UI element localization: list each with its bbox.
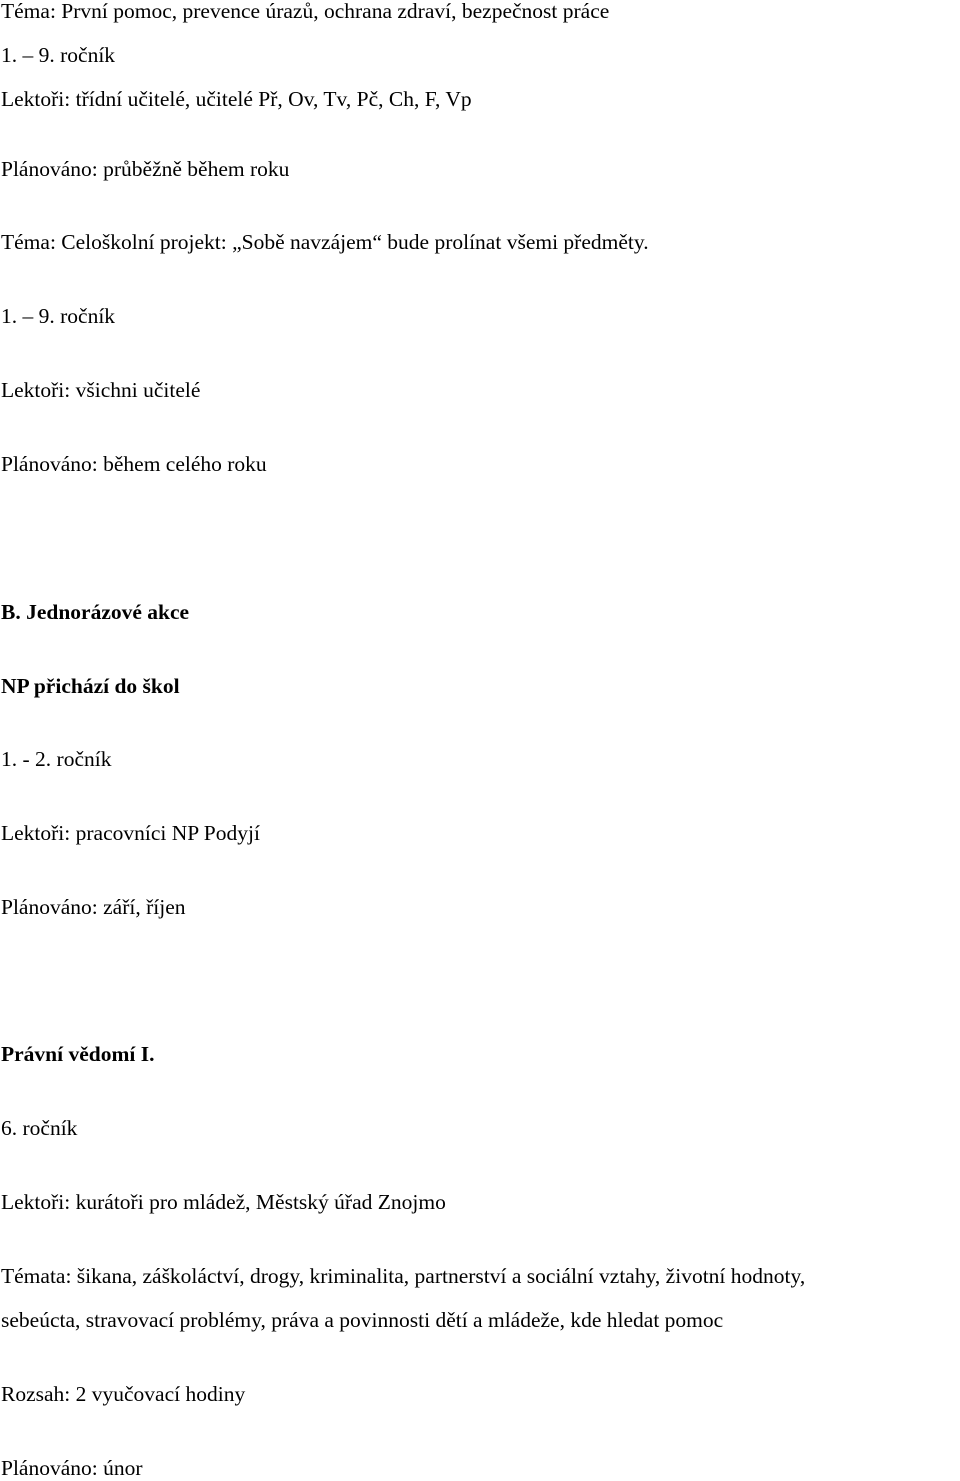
scope: Rozsah: 2 vyučovací hodiny <box>1 1382 246 1406</box>
planned-3: Plánováno: září, říjen <box>1 895 186 919</box>
topic-first-aid: Téma: První pomoc, prevence úrazů, ochrana zdraví, bezpečnost práce <box>1 0 610 23</box>
grade-4: 6. ročník <box>1 1116 78 1140</box>
planned-2: Plánováno: během celého roku <box>1 452 267 476</box>
lecturers-3: Lektoři: pracovníci NP Podyjí <box>1 821 260 845</box>
grade-range-3: 1. - 2. ročník <box>1 747 112 771</box>
topics-line-2: sebeúcta, stravovací problémy, práva a povinnosti dětí a mládeže, kde hledat pomoc <box>1 1308 724 1332</box>
lecturers-4: Lektoři: kurátoři pro mládež, Městský úřad Znojmo <box>1 1190 446 1214</box>
topics-line-1: Témata: šikana, záškoláctví, drogy, kriminalita, partnerství a sociální vztahy, životní hodnoty, <box>1 1264 806 1288</box>
topic-school-project: Téma: Celoškolní projekt: „Sobě navzájem“ bude prolínat všemi předměty. <box>1 230 649 254</box>
planned-4: Plánováno: únor <box>1 1456 143 1480</box>
event-title-legal-awareness: Právní vědomí I. <box>1 1042 155 1066</box>
event-title-np: NP přichází do škol <box>1 674 180 698</box>
section-heading-one-time-events: B. Jednorázové akce <box>1 600 190 624</box>
lecturers-1: Lektoři: třídní učitelé, učitelé Př, Ov, Tv, Pč, Ch, F, Vp <box>1 87 472 111</box>
grade-range-2: 1. – 9. ročník <box>1 304 116 328</box>
planned-1: Plánováno: průběžně během roku <box>1 157 290 181</box>
grade-range-1: 1. – 9. ročník <box>1 43 116 67</box>
lecturers-2: Lektoři: všichni učitelé <box>1 378 201 402</box>
